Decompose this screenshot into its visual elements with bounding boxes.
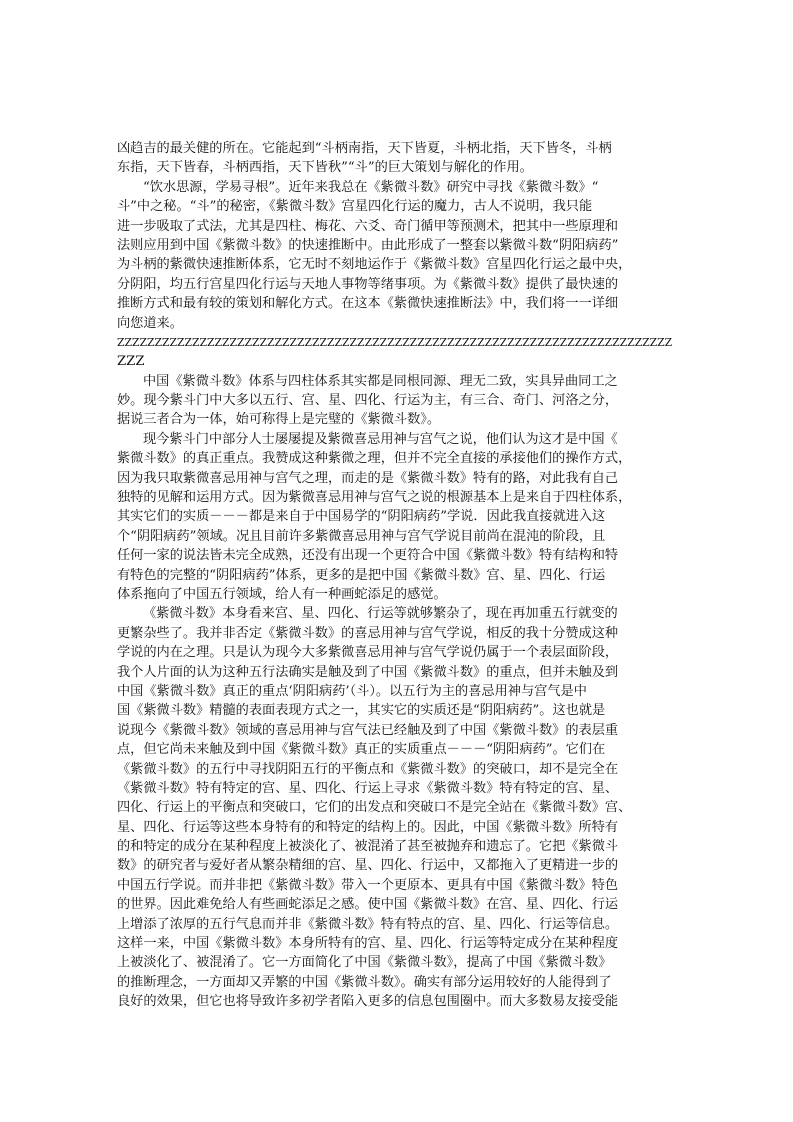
text-line: 《紫微斗数》特有特定的宫、星、四化、行运上寻求《紫微斗数》特有特定的宫、星、 (117, 780, 619, 796)
text-line: 有特色的完整的“阴阳病药”体系，更多的是把中国《紫微斗数》宫、星、四化、行运 (117, 567, 606, 583)
text-line: 这样一来，中国《紫微斗数》本身所特有的宫、星、四化、行运等特定成分在某种程度 (117, 936, 619, 952)
text-line: 进一步吸取了式法，尤其是四柱、梅花、六爻、奇门循甲等预测术，把其中一些原理和 (117, 218, 619, 234)
text-line: 良好的效果，但它也将导致许多初学者陷入更多的信息包围圈中。而大多数易友接受能 (117, 994, 619, 1010)
text-line: 四化、行运上的平衡点和突破口，它们的出发点和突破口不是完全站在《紫微斗数》宫、 (117, 800, 632, 816)
text-line: 的和特定的成分在某种程度上被淡化了、被混淆了甚至被抛弃和遗忘了。它把《紫微斗 (117, 839, 619, 855)
body-text (117, 139, 677, 1012)
text-line: 点，但它尚未来触及到中国《紫微斗数》真正的实质重点－－－“阴阳病药”。它们在 (117, 742, 606, 758)
paragraph-first-line: “饮水思源，学易寻根”。近年来我总在《紫微斗数》研究中寻找《紫微斗数》“ (143, 179, 599, 195)
text-line: 斗”中之秘。“斗”的秘密，《紫微斗数》宫星四化行运的魔力，古人不说明，我只能 (117, 199, 593, 215)
text-line: 的推断理念，一方面却又弄繁的中国《紫微斗数》。确实有部分运用较好的人能得到了 (117, 974, 612, 990)
text-line: 独特的见解和运用方式。因为紫微喜忌用神与宫气之说的根源基本上是来自于四柱体系， (117, 490, 632, 506)
text-line: 我个人片面的认为这种五行法确实是触及到了中国《紫微斗数》的重点，但并未触及到 (117, 664, 619, 680)
text-line: 分阴阳，均五行宫星四化行运与天地人事物等绪事项。为《紫微斗数》提供了最快速的 (117, 276, 619, 292)
text-line: 东指，天下皆春，斗柄西指，天下皆秋”“斗”的巨大策划与解化的作用。 (117, 160, 533, 176)
text-line: 为斗柄的紫微快速推断体系，它无时不刻地运作于《紫微斗数》宫星四化行运之最中央， (117, 257, 632, 273)
text-line: 学说的内在之理。只是认为现今大多紫微喜忌用神与宫气学说仍属于一个表层面阶段， (117, 645, 619, 661)
text-line: 紫微斗数》的真正重点。我赞成这种紫微之理，但并不完全直接的承接他们的操作方式， (117, 451, 632, 467)
text-line: 法则应用到中国《紫微斗数》的快速推断中。由此形成了一整套以紫微斗数“阴阳病药” (117, 237, 619, 253)
separator-line: ZZZ (117, 354, 145, 370)
text-line: 说现今《紫微斗数》领域的喜忌用神与宫气法已经触及到了中国《紫微斗数》的表层重 (117, 722, 619, 738)
separator-line: ZZZZZZZZZZZZZZZZZZZZZZZZZZZZZZZZZZZZZZZZZZZZZZZZZZZZZZZZZZZZZZZZZZZZZZZZZZ (117, 335, 673, 349)
text-line: 据说三者合为一体，始可称得上是完璧的《紫微斗数》。 (117, 412, 441, 428)
text-line: 中国五行学说。而并非把《紫微斗数》带入一个更原本、更具有中国《紫微斗数》特色 (117, 877, 619, 893)
text-line: 推断方式和最有较的策划和解化方式。在这本《紫微快速推断法》中，我们将一一详细 (117, 296, 619, 312)
text-line: 星、四化、行运等这些本身特有的和特定的结构上的。因此，中国《紫微斗数》所特有 (117, 819, 619, 835)
text-line: 上被淡化了、被混淆了。它一方面简化了中国《紫微斗数》，提高了中国《紫微斗数》 (117, 955, 612, 971)
text-line: 其实它们的实质－－－都是来自于中国易学的“阴阳病药”学说．因此我直接就进入这 (117, 509, 606, 525)
text-line: 凶趋吉的最关健的所在。它能起到“斗柄南指，天下皆夏，斗柄北指，天下皆冬，斗柄 (117, 141, 612, 156)
text-line: 向您道来。 (117, 315, 183, 331)
text-line: 中国《紫微斗数》真正的重点‘阴阳病药’（斗）。以五行为主的喜忌用神与宫气是中 (117, 683, 587, 699)
text-line: 体系拖向了中国五行领域，给人有一种画蛇添足的感觉。 (117, 586, 447, 602)
text-line: 上增添了浓厚的五行气息而并非《紫微斗数》特有特点的宫、星、四化、行运等信息。 (117, 916, 619, 932)
text-line: 国《紫微斗数》精髓的表面表现方式之一，其实它的实质还是“阴阳病药”。这也就是 (117, 703, 606, 719)
paragraph-first-line: 《紫微斗数》本身看来宫、星、四化、行运等就够繁杂了，现在再加重五行就变的 (143, 606, 618, 622)
text-line: 《紫微斗数》的五行中寻找阴阳五行的平衡点和《紫微斗数》的突破口，却不是完全在 (117, 761, 619, 777)
text-line: 数》的研究者与爱好者从繁杂精细的宫、星、四化、行运中，又都拖入了更精进一步的 (117, 858, 619, 874)
paragraph-first-line: 中国《紫微斗数》体系与四柱体系其实都是同根同源、理无二致，实具异曲同工之 (143, 373, 618, 389)
text-line: 个“阴阳病药”领域。况且目前许多紫微喜忌用神与宫气学说目前尚在混沌的阶段，且 (117, 528, 606, 544)
text-line: 任何一家的说法皆未完全成熟，还没有出现一个更符合中国《紫微斗数》特有结构和特 (117, 548, 619, 564)
text-line: 妙。现今紫斗门中大多以五行、宫、星、四化、行运为主，有三合、奇门、河洛之分， (117, 393, 619, 409)
text-line: 更繁杂些了。我并非否定《紫微斗数》的喜忌用神与宫气学说，相反的我十分赞成这种 (117, 625, 619, 641)
text-line: 的世界。因此难免给人有些画蛇添足之感。使中国《紫微斗数》在宫、星、四化、行运 (117, 897, 619, 913)
paragraph-first-line: 现今紫斗门中部分人士屡屡提及紫微喜忌用神与宫气之说，他们认为这才是中国《 (143, 431, 618, 447)
text-line: 因为我只取紫微喜忌用神与宫气之理，而走的是《紫微斗数》特有的路，对此我有自己 (117, 470, 619, 486)
